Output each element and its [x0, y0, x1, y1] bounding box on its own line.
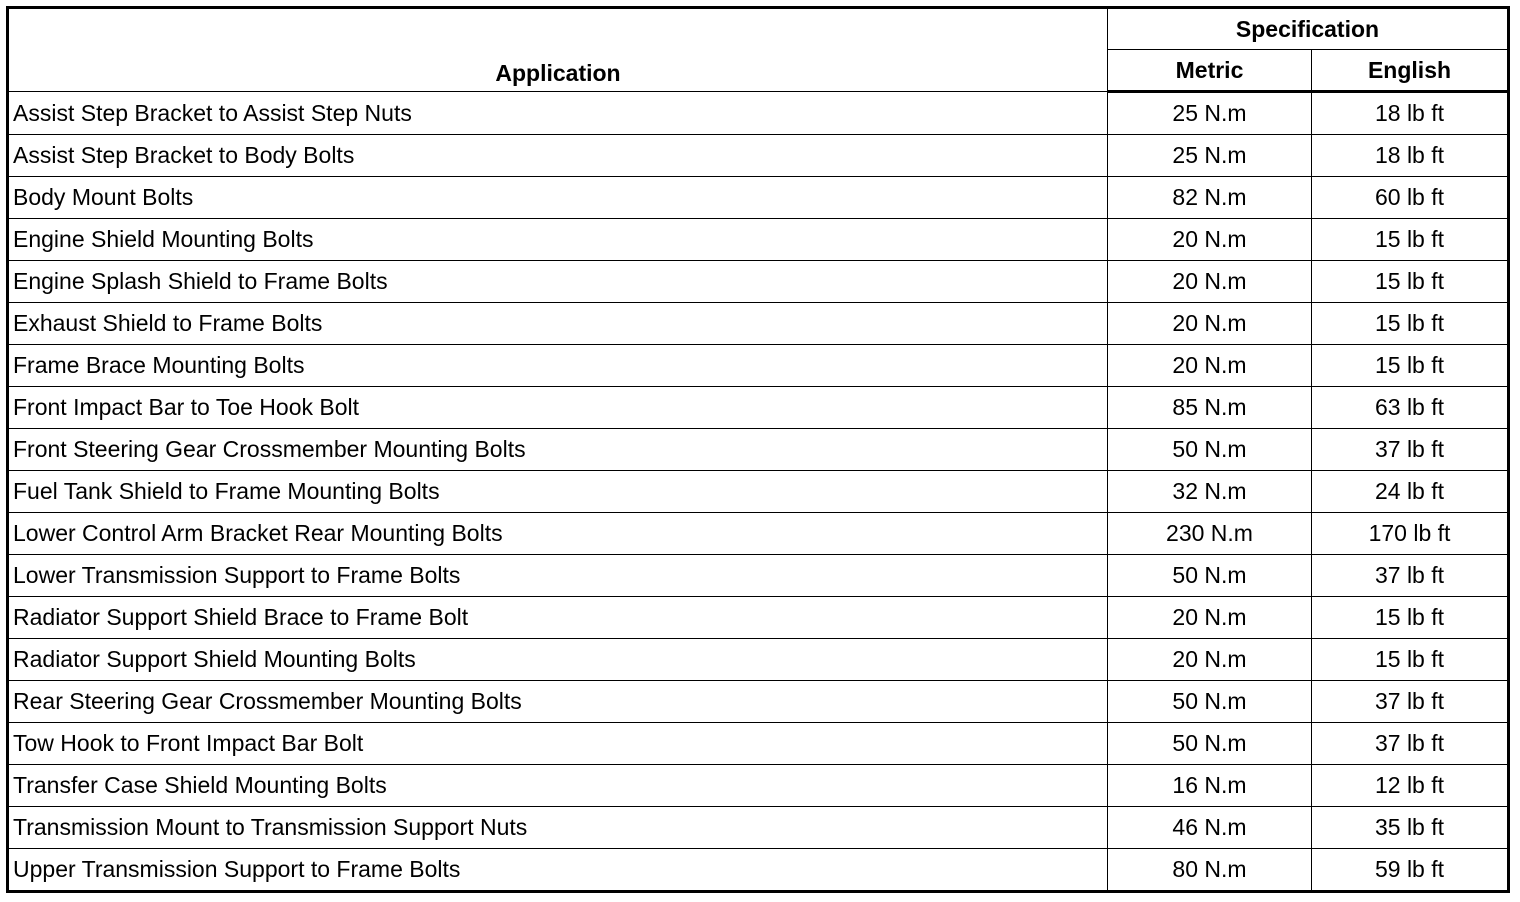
metric-cell: 50 N.m — [1108, 681, 1312, 723]
application-cell: Transmission Mount to Transmission Support Nuts — [8, 807, 1108, 849]
table-row — [8, 639, 1509, 681]
english-cell: 37 lb ft — [1312, 681, 1509, 723]
metric-cell: 50 N.m — [1108, 555, 1312, 597]
metric-cell: 20 N.m — [1108, 639, 1312, 681]
torque-spec-table — [6, 6, 1510, 893]
application-header: Application — [8, 8, 1108, 92]
metric-cell: 20 N.m — [1108, 303, 1312, 345]
table-row — [8, 849, 1509, 892]
metric-cell: 25 N.m — [1108, 135, 1312, 177]
english-cell: 18 lb ft — [1312, 135, 1509, 177]
english-cell: 15 lb ft — [1312, 639, 1509, 681]
table-body — [8, 92, 1509, 892]
metric-cell: 46 N.m — [1108, 807, 1312, 849]
metric-cell: 20 N.m — [1108, 345, 1312, 387]
application-cell: Body Mount Bolts — [8, 177, 1108, 219]
application-cell: Transfer Case Shield Mounting Bolts — [8, 765, 1108, 807]
english-cell: 15 lb ft — [1312, 345, 1509, 387]
metric-cell: 32 N.m — [1108, 471, 1312, 513]
application-cell: Radiator Support Shield Brace to Frame Bolt — [8, 597, 1108, 639]
english-cell: 37 lb ft — [1312, 429, 1509, 471]
table-row — [8, 303, 1509, 345]
english-cell: 18 lb ft — [1312, 92, 1509, 135]
table-row — [8, 135, 1509, 177]
application-cell: Lower Control Arm Bracket Rear Mounting Bolts — [8, 513, 1108, 555]
metric-cell: 20 N.m — [1108, 597, 1312, 639]
table-row — [8, 471, 1509, 513]
english-cell: 37 lb ft — [1312, 723, 1509, 765]
table-row — [8, 555, 1509, 597]
specification-header: Specification — [1108, 8, 1509, 50]
metric-cell: 20 N.m — [1108, 261, 1312, 303]
metric-cell: 230 N.m — [1108, 513, 1312, 555]
metric-cell: 16 N.m — [1108, 765, 1312, 807]
application-cell: Upper Transmission Support to Frame Bolts — [8, 849, 1108, 892]
application-cell: Assist Step Bracket to Assist Step Nuts — [8, 92, 1108, 135]
metric-cell: 85 N.m — [1108, 387, 1312, 429]
metric-cell: 25 N.m — [1108, 92, 1312, 135]
table-header — [8, 8, 1509, 92]
english-cell: 37 lb ft — [1312, 555, 1509, 597]
table-row — [8, 429, 1509, 471]
application-cell: Frame Brace Mounting Bolts — [8, 345, 1108, 387]
table-row — [8, 177, 1509, 219]
application-cell: Radiator Support Shield Mounting Bolts — [8, 639, 1108, 681]
english-header: English — [1312, 50, 1509, 92]
metric-cell: 82 N.m — [1108, 177, 1312, 219]
table-row — [8, 597, 1509, 639]
table-row — [8, 345, 1509, 387]
english-cell: 60 lb ft — [1312, 177, 1509, 219]
table-row — [8, 723, 1509, 765]
english-cell: 15 lb ft — [1312, 219, 1509, 261]
english-cell: 35 lb ft — [1312, 807, 1509, 849]
table-row — [8, 807, 1509, 849]
english-cell: 15 lb ft — [1312, 261, 1509, 303]
table-row — [8, 387, 1509, 429]
metric-cell: 80 N.m — [1108, 849, 1312, 892]
english-cell: 59 lb ft — [1312, 849, 1509, 892]
metric-cell: 20 N.m — [1108, 219, 1312, 261]
english-cell: 63 lb ft — [1312, 387, 1509, 429]
english-cell: 24 lb ft — [1312, 471, 1509, 513]
application-cell: Engine Splash Shield to Frame Bolts — [8, 261, 1108, 303]
table-row — [8, 513, 1509, 555]
metric-cell: 50 N.m — [1108, 429, 1312, 471]
application-cell: Front Steering Gear Crossmember Mounting Bolts — [8, 429, 1108, 471]
application-cell: Engine Shield Mounting Bolts — [8, 219, 1108, 261]
application-cell: Exhaust Shield to Frame Bolts — [8, 303, 1108, 345]
english-cell: 15 lb ft — [1312, 597, 1509, 639]
application-cell: Tow Hook to Front Impact Bar Bolt — [8, 723, 1108, 765]
metric-header: Metric — [1108, 50, 1312, 92]
table-row — [8, 219, 1509, 261]
application-cell: Front Impact Bar to Toe Hook Bolt — [8, 387, 1108, 429]
application-cell: Fuel Tank Shield to Frame Mounting Bolts — [8, 471, 1108, 513]
english-cell: 12 lb ft — [1312, 765, 1509, 807]
metric-cell: 50 N.m — [1108, 723, 1312, 765]
english-cell: 15 lb ft — [1312, 303, 1509, 345]
application-cell: Lower Transmission Support to Frame Bolts — [8, 555, 1108, 597]
table-row — [8, 765, 1509, 807]
application-cell: Assist Step Bracket to Body Bolts — [8, 135, 1108, 177]
table-row — [8, 261, 1509, 303]
english-cell: 170 lb ft — [1312, 513, 1509, 555]
table-row — [8, 92, 1509, 135]
application-cell: Rear Steering Gear Crossmember Mounting Bolts — [8, 681, 1108, 723]
table-row — [8, 681, 1509, 723]
